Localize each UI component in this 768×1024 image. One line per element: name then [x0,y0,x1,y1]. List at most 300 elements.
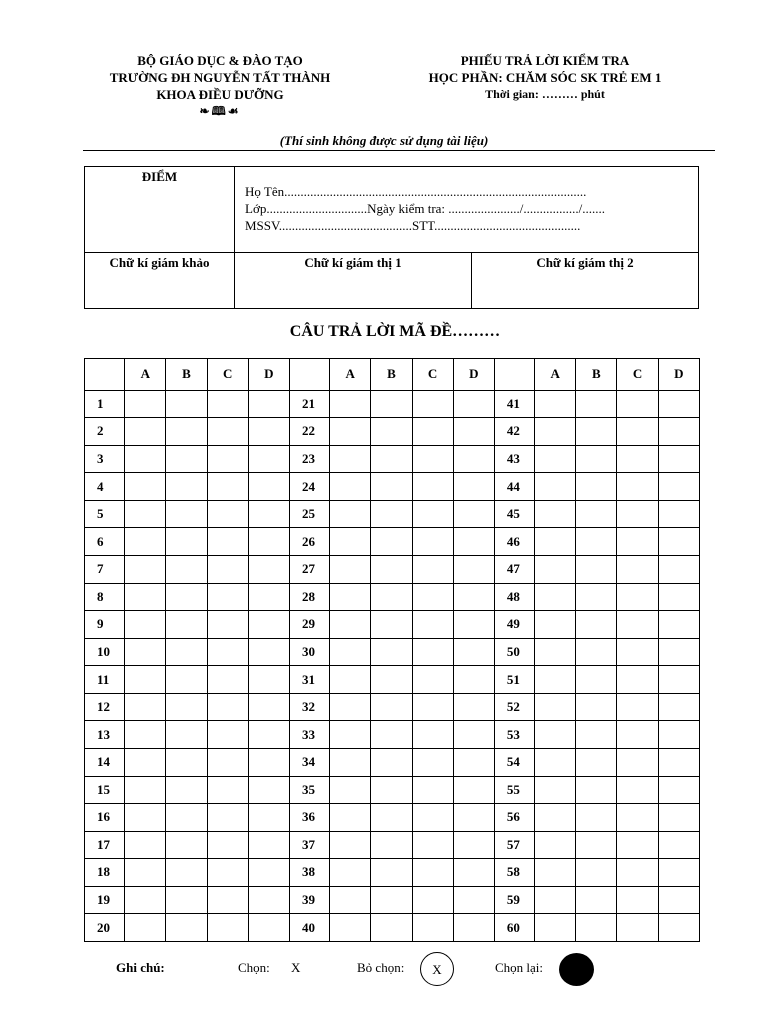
answer-cell-d[interactable] [248,473,289,501]
answer-cell-a[interactable] [535,859,576,887]
answer-cell-a[interactable] [535,666,576,694]
answer-cell-a[interactable] [535,528,576,556]
answer-cell-c[interactable] [207,638,248,666]
answer-cell-a[interactable] [535,473,576,501]
answer-cell-b[interactable] [576,500,617,528]
question-number: 48 [494,583,534,611]
question-number: 31 [289,666,329,694]
answer-cell-d[interactable] [453,418,494,446]
answer-cell-c[interactable] [617,611,658,639]
answer-cell-b[interactable] [166,583,207,611]
question-number: 46 [494,528,534,556]
answer-cell-a[interactable] [535,831,576,859]
answer-row [85,748,700,776]
class-date-field[interactable]: Lớp...............................Ngày kiểm tra: ....................../................./....... [245,201,606,216]
answer-cell-c[interactable] [412,831,453,859]
answer-cell-b[interactable] [371,528,412,556]
answer-cell-a[interactable] [330,445,371,473]
answer-cell-c[interactable] [617,886,658,914]
answer-cell-d[interactable] [658,721,699,749]
university-name: TRƯỜNG ĐH NGUYỄN TẤT THÀNH [109,70,331,85]
answer-cell-c[interactable] [207,666,248,694]
question-number: 24 [289,473,329,501]
student-fields [235,167,699,253]
answer-cell-a[interactable] [125,693,166,721]
answer-cell-b[interactable] [576,611,617,639]
answer-cell-b[interactable] [576,390,617,418]
answer-cell-d[interactable] [658,445,699,473]
answer-cell-c[interactable] [207,418,248,446]
answer-cell-a[interactable] [125,748,166,776]
answer-cell-d[interactable] [248,418,289,446]
question-number: 6 [85,528,125,556]
answer-cell-c[interactable] [412,390,453,418]
answer-cell-a[interactable] [330,721,371,749]
answer-cell-d[interactable] [658,776,699,804]
answer-cell-c[interactable] [617,528,658,556]
answer-code-title: CÂU TRẢ LỜI MÃ ĐỀ……… [289,323,501,340]
answer-cell-b[interactable] [371,500,412,528]
answer-cell-a[interactable] [535,914,576,942]
answer-cell-a[interactable] [125,776,166,804]
answer-cell-d[interactable] [248,748,289,776]
answer-cell-b[interactable] [166,611,207,639]
answer-cell-c[interactable] [617,859,658,887]
answer-cell-a[interactable] [330,500,371,528]
answer-cell-d[interactable] [453,500,494,528]
answer-cell-d[interactable] [658,390,699,418]
answer-cell-c[interactable] [412,721,453,749]
answer-cell-a[interactable] [330,473,371,501]
answer-cell-a[interactable] [125,638,166,666]
answer-cell-c[interactable] [207,914,248,942]
option-header-d: D [248,359,289,391]
answer-cell-d[interactable] [453,390,494,418]
answer-cell-a[interactable] [330,693,371,721]
answer-cell-d[interactable] [453,859,494,887]
answer-cell-d[interactable] [453,638,494,666]
answer-cell-b[interactable] [371,666,412,694]
answer-cell-c[interactable] [617,693,658,721]
answer-cell-c[interactable] [617,748,658,776]
answer-cell-a[interactable] [330,418,371,446]
answer-cell-b[interactable] [576,886,617,914]
answer-cell-d[interactable] [453,556,494,584]
answer-cell-a[interactable] [125,528,166,556]
question-number: 32 [289,693,329,721]
answer-cell-d[interactable] [658,859,699,887]
question-number: 56 [494,804,534,832]
answer-cell-a[interactable] [125,804,166,832]
answer-cell-a[interactable] [125,473,166,501]
answer-cell-b[interactable] [166,721,207,749]
answer-cell-c[interactable] [412,556,453,584]
answer-cell-d[interactable] [248,859,289,887]
option-header-c: C [207,359,248,391]
question-number: 15 [85,776,125,804]
answer-cell-b[interactable] [576,914,617,942]
answer-cell-b[interactable] [371,390,412,418]
answer-cell-d[interactable] [453,528,494,556]
legend-deselect-mark: X [420,952,454,986]
answer-cell-c[interactable] [412,914,453,942]
answer-cell-d[interactable] [248,831,289,859]
answer-cell-b[interactable] [371,583,412,611]
answer-cell-c[interactable] [207,500,248,528]
answer-cell-d[interactable] [658,583,699,611]
answer-cell-d[interactable] [658,611,699,639]
answer-cell-a[interactable] [125,500,166,528]
answer-cell-a[interactable] [125,886,166,914]
answer-cell-c[interactable] [617,804,658,832]
answer-cell-d[interactable] [248,583,289,611]
answer-cell-d[interactable] [453,666,494,694]
answer-cell-d[interactable] [658,500,699,528]
answer-cell-a[interactable] [125,859,166,887]
question-number: 33 [289,721,329,749]
answer-cell-a[interactable] [535,418,576,446]
option-header-a: A [535,359,576,391]
answer-cell-b[interactable] [166,831,207,859]
answer-cell-b[interactable] [576,831,617,859]
answer-cell-d[interactable] [658,804,699,832]
answer-cell-b[interactable] [576,748,617,776]
answer-cell-a[interactable] [330,748,371,776]
answer-cell-c[interactable] [412,666,453,694]
answer-cell-c[interactable] [617,418,658,446]
answer-cell-a[interactable] [535,776,576,804]
answer-cell-d[interactable] [658,528,699,556]
answer-cell-a[interactable] [535,748,576,776]
option-header-b: B [166,359,207,391]
answer-cell-b[interactable] [166,666,207,694]
answer-cell-a[interactable] [125,390,166,418]
answer-cell-a[interactable] [330,638,371,666]
answer-cell-b[interactable] [576,859,617,887]
answer-cell-d[interactable] [248,445,289,473]
answer-cell-c[interactable] [207,776,248,804]
answer-cell-c[interactable] [412,500,453,528]
question-number: 37 [289,831,329,859]
answer-cell-c[interactable] [207,611,248,639]
answer-cell-a[interactable] [330,556,371,584]
answer-cell-b[interactable] [576,556,617,584]
answer-cell-d[interactable] [453,831,494,859]
answer-cell-a[interactable] [535,445,576,473]
answer-cell-b[interactable] [166,473,207,501]
answer-cell-a[interactable] [125,611,166,639]
answer-cell-c[interactable] [207,859,248,887]
answer-row [85,666,700,694]
answer-cell-b[interactable] [576,693,617,721]
answer-cell-b[interactable] [371,693,412,721]
proctor1-signature-box[interactable] [235,253,472,309]
examiner-signature-box[interactable] [85,253,235,309]
answer-cell-c[interactable] [207,831,248,859]
answer-cell-b[interactable] [371,473,412,501]
answer-cell-a[interactable] [125,666,166,694]
answer-cell-a[interactable] [125,556,166,584]
answer-cell-b[interactable] [576,418,617,446]
answer-cell-a[interactable] [330,859,371,887]
student-id-field[interactable]: MSSV.........................................STT............................................. [245,218,581,233]
answer-cell-d[interactable] [658,748,699,776]
option-header-c: C [412,359,453,391]
answer-cell-b[interactable] [166,886,207,914]
option-header-b: B [371,359,412,391]
answer-cell-c[interactable] [617,776,658,804]
answer-cell-b[interactable] [576,721,617,749]
answer-cell-b[interactable] [576,583,617,611]
question-number: 2 [85,418,125,446]
answer-cell-d[interactable] [658,473,699,501]
answer-cell-a[interactable] [330,776,371,804]
answer-cell-c[interactable] [412,638,453,666]
answer-cell-a[interactable] [125,445,166,473]
school-header [60,52,380,120]
answer-cell-b[interactable] [371,445,412,473]
answer-cell-d[interactable] [248,693,289,721]
answer-cell-c[interactable] [412,804,453,832]
answer-cell-d[interactable] [658,914,699,942]
answer-cell-c[interactable] [412,748,453,776]
answer-cell-d[interactable] [248,556,289,584]
answer-cell-b[interactable] [576,528,617,556]
answer-cell-c[interactable] [617,914,658,942]
question-number: 40 [289,914,329,942]
answer-cell-b[interactable] [166,693,207,721]
answer-cell-b[interactable] [371,556,412,584]
answer-cell-b[interactable] [371,804,412,832]
answer-cell-b[interactable] [371,611,412,639]
answer-cell-d[interactable] [453,886,494,914]
question-number: 9 [85,611,125,639]
answer-cell-a[interactable] [535,886,576,914]
question-number: 39 [289,886,329,914]
answer-cell-c[interactable] [617,721,658,749]
answer-cell-b[interactable] [371,748,412,776]
answer-cell-c[interactable] [412,776,453,804]
question-number: 22 [289,418,329,446]
answer-cell-d[interactable] [248,914,289,942]
answer-cell-c[interactable] [207,583,248,611]
answer-cell-b[interactable] [166,914,207,942]
answer-cell-d[interactable] [658,556,699,584]
answer-cell-a[interactable] [125,583,166,611]
answer-cell-a[interactable] [125,831,166,859]
answer-cell-d[interactable] [453,914,494,942]
answer-cell-a[interactable] [535,693,576,721]
answer-cell-a[interactable] [330,666,371,694]
answer-cell-a[interactable] [330,886,371,914]
answer-cell-a[interactable] [125,418,166,446]
answer-cell-b[interactable] [371,859,412,887]
answer-cell-b[interactable] [371,721,412,749]
answer-cell-d[interactable] [248,886,289,914]
question-number: 12 [85,693,125,721]
answer-cell-a[interactable] [535,500,576,528]
answer-cell-c[interactable] [207,748,248,776]
answer-cell-c[interactable] [412,418,453,446]
answer-cell-d[interactable] [248,721,289,749]
exam-duration: Thời gian: ……… phút [485,87,605,101]
answer-cell-c[interactable] [412,583,453,611]
answer-cell-d[interactable] [658,666,699,694]
answer-row [85,390,700,418]
answer-cell-c[interactable] [207,693,248,721]
answer-cell-a[interactable] [535,721,576,749]
answer-cell-b[interactable] [371,831,412,859]
answer-cell-b[interactable] [576,804,617,832]
answer-cell-b[interactable] [576,776,617,804]
answer-cell-a[interactable] [535,583,576,611]
question-number-header [494,359,534,391]
answer-cell-c[interactable] [207,528,248,556]
answer-cell-d[interactable] [453,776,494,804]
answer-cell-a[interactable] [330,914,371,942]
answer-cell-d[interactable] [658,638,699,666]
answer-cell-d[interactable] [453,583,494,611]
answer-cell-c[interactable] [412,693,453,721]
answer-cell-c[interactable] [617,831,658,859]
answer-cell-a[interactable] [535,556,576,584]
answer-cell-c[interactable] [207,886,248,914]
answer-cell-d[interactable] [248,500,289,528]
answer-cell-d[interactable] [658,886,699,914]
answer-cell-d[interactable] [248,638,289,666]
answer-cell-d[interactable] [658,831,699,859]
question-number: 14 [85,748,125,776]
answer-cell-b[interactable] [166,859,207,887]
answer-cell-a[interactable] [535,638,576,666]
answer-cell-b[interactable] [166,445,207,473]
answer-cell-c[interactable] [412,859,453,887]
answer-cell-c[interactable] [207,473,248,501]
answer-cell-b[interactable] [371,776,412,804]
answer-cell-c[interactable] [617,445,658,473]
answer-cell-a[interactable] [125,914,166,942]
answer-cell-d[interactable] [453,693,494,721]
answer-cell-c[interactable] [412,445,453,473]
answer-cell-d[interactable] [658,418,699,446]
answer-cell-c[interactable] [207,804,248,832]
answer-cell-b[interactable] [576,473,617,501]
answer-cell-d[interactable] [453,611,494,639]
answer-cell-b[interactable] [576,638,617,666]
answer-cell-d[interactable] [453,748,494,776]
answer-cell-c[interactable] [617,583,658,611]
proctor2-signature-box[interactable] [472,253,699,309]
question-number-header [85,359,125,391]
question-number: 8 [85,583,125,611]
answer-cell-a[interactable] [125,721,166,749]
answer-cell-d[interactable] [453,721,494,749]
answer-cell-c[interactable] [617,556,658,584]
answer-cell-a[interactable] [330,528,371,556]
answer-cell-d[interactable] [658,693,699,721]
answer-cell-c[interactable] [617,390,658,418]
answer-cell-d[interactable] [453,473,494,501]
answer-cell-d[interactable] [453,804,494,832]
answer-cell-d[interactable] [248,611,289,639]
option-header-d: D [453,359,494,391]
answer-cell-b[interactable] [166,776,207,804]
question-number: 44 [494,473,534,501]
answer-cell-a[interactable] [535,611,576,639]
answer-cell-b[interactable] [166,556,207,584]
answer-cell-c[interactable] [412,473,453,501]
answer-cell-d[interactable] [453,445,494,473]
score-box[interactable] [85,167,235,253]
question-number: 35 [289,776,329,804]
answer-cell-b[interactable] [371,418,412,446]
answer-cell-b[interactable] [166,748,207,776]
answer-cell-b[interactable] [576,666,617,694]
question-number: 21 [289,390,329,418]
answer-cell-d[interactable] [248,390,289,418]
answer-cell-c[interactable] [617,500,658,528]
answer-cell-b[interactable] [166,804,207,832]
answer-cell-c[interactable] [617,638,658,666]
answer-row [85,418,700,446]
answer-cell-b[interactable] [371,638,412,666]
legend-reselect-label: Chọn lại: [495,960,544,975]
answer-cell-b[interactable] [576,445,617,473]
answer-cell-b[interactable] [166,500,207,528]
answer-cell-c[interactable] [617,473,658,501]
answer-cell-a[interactable] [330,390,371,418]
answer-cell-c[interactable] [207,445,248,473]
answer-cell-b[interactable] [166,418,207,446]
answer-cell-b[interactable] [371,886,412,914]
name-field[interactable]: Họ Tên............................................................................................. [245,184,587,199]
answer-cell-d[interactable] [248,776,289,804]
answer-cell-c[interactable] [207,556,248,584]
answer-cell-c[interactable] [207,721,248,749]
answer-cell-b[interactable] [371,914,412,942]
legend-reselect-filled-circle-icon [559,953,594,986]
answer-cell-c[interactable] [617,666,658,694]
answer-cell-c[interactable] [412,886,453,914]
answer-cell-a[interactable] [330,831,371,859]
question-number: 43 [494,445,534,473]
answer-cell-b[interactable] [166,638,207,666]
question-number: 13 [85,721,125,749]
question-number: 7 [85,556,125,584]
answer-cell-c[interactable] [412,528,453,556]
question-number: 1 [85,390,125,418]
question-number: 55 [494,776,534,804]
legend-select-label: Chọn: [238,960,270,975]
answer-cell-a[interactable] [535,804,576,832]
question-number: 23 [289,445,329,473]
answer-cell-d[interactable] [248,804,289,832]
answer-cell-a[interactable] [330,583,371,611]
question-number: 51 [494,666,534,694]
answer-cell-a[interactable] [330,804,371,832]
answer-cell-a[interactable] [535,390,576,418]
answer-cell-b[interactable] [166,528,207,556]
question-number: 38 [289,859,329,887]
answer-cell-a[interactable] [330,611,371,639]
question-number: 27 [289,556,329,584]
answer-cell-b[interactable] [166,390,207,418]
answer-cell-d[interactable] [248,528,289,556]
answer-cell-d[interactable] [248,666,289,694]
question-number: 18 [85,859,125,887]
answer-cell-c[interactable] [412,611,453,639]
answer-cell-c[interactable] [207,390,248,418]
